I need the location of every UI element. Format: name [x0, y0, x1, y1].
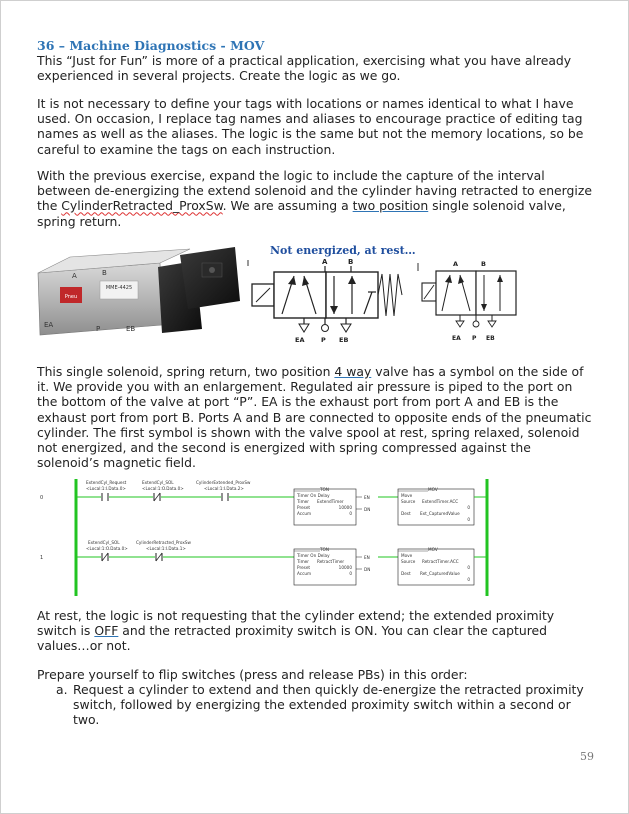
svg-text:0: 0: [467, 565, 470, 570]
rung-number: 0: [40, 495, 44, 501]
svg-text:Source: Source: [401, 559, 416, 564]
retracted-tag-text: CylinderRetracted_ProxSw: [61, 198, 223, 214]
valve-photo: [30, 245, 245, 350]
mov-retract-capture[interactable]: [398, 547, 474, 585]
valve-text-2: valve has a symbol on the side of it. We provide you with an enlargement. Regulated air pressure is piped to the port on the bottom of the valve at port “P”. EA is the exhaust port from port A and EB is the exhaust port from port B. Ports A and B are connected to opposite ends of the pneumatic cylinder. The first symbol is shown with the valve spool at rest, spring relaxed, solenoid not energized, and the second is energized with spring compressed against the solenoid’s magnetic field.: [37, 364, 592, 471]
rung-0: [40, 480, 486, 525]
xio-retracted-proxsw[interactable]: [136, 540, 191, 561]
svg-text:<Local:1:O.Data.0>: <Local:1:O.Data.0>: [142, 486, 184, 491]
svg-text:CylinderExtended_ProxSw: CylinderExtended_ProxSw: [196, 480, 251, 485]
svg-text:TON: TON: [320, 547, 329, 552]
off-text: OFF: [94, 623, 119, 639]
svg-text:ExtendCyl_Request: ExtendCyl_Request: [86, 480, 127, 485]
xic-extend-request[interactable]: [86, 480, 127, 501]
rung-1: [40, 540, 486, 585]
tags-paragraph: It is not necessary to define your tags with locations or names identical to what I have used. On occasion, I replace tag names and aliases to encourage practice of editing tag names as well as the aliases. The logic is the same but not the memory locations, so be careful to examine the tags on each instruction.: [37, 96, 584, 157]
rest-text-2: and the retracted proximity switch is ON. You can clear the captured values…or not.: [37, 623, 548, 654]
rest-port-p: P: [321, 336, 326, 344]
valve-symbol-rest: [246, 244, 412, 346]
rest-port-ea: EA: [295, 336, 305, 344]
svg-text:<Local:1:I.Data.1>: <Local:1:I.Data.1>: [146, 546, 186, 551]
prepare-paragraph: Prepare yourself to flip switches (press and release PBs) in this order:: [37, 667, 468, 682]
photo-model-label: MME-4425: [105, 285, 133, 291]
ladder-diagram: [38, 477, 493, 598]
svg-text:Ret_CapturedValue: Ret_CapturedValue: [420, 571, 460, 576]
svg-text:Dest: Dest: [401, 511, 411, 516]
solenoid-connector: [180, 247, 240, 309]
valve-symbol-energized: [416, 257, 521, 347]
svg-text:0: 0: [467, 517, 470, 522]
rest-state-paragraph: [37, 608, 593, 654]
rest-port-a: A: [322, 258, 328, 266]
rest-port-b: B: [348, 258, 354, 266]
xio-extend-sol[interactable]: [142, 480, 184, 501]
ton-retract-timer[interactable]: [294, 547, 370, 585]
svg-text:EN: EN: [364, 555, 370, 560]
svg-text:EN: EN: [364, 495, 370, 500]
svg-text:Move: Move: [401, 493, 413, 498]
photo-port-ea: EA: [44, 321, 54, 329]
list-marker: a.: [56, 682, 68, 697]
logic-text-2: . We are assuming a: [222, 198, 353, 214]
intro-paragraph: This “Just for Fun” is more of a practical application, exercising what you have already experienced in several projects. Create the logic as we go.: [37, 53, 572, 84]
section-title: 36 – Machine Diagnostics - MOV: [37, 38, 265, 53]
rest-port-eb: EB: [339, 336, 349, 344]
logic-text-3: single solenoid valve, spring return.: [37, 198, 566, 229]
svg-text:DN: DN: [364, 507, 371, 512]
page-number: 59: [580, 750, 594, 763]
svg-text:<Local:1:I.Data.2>: <Local:1:I.Data.2>: [204, 486, 244, 491]
svg-text:Timer: Timer: [297, 499, 309, 504]
xic-extended-proxsw[interactable]: [196, 480, 251, 501]
logic-text-1: With the previous exercise, expand the logic to include the capture of the interval between de-energizing the extend solenoid and the cylinder having retracted to energize the: [37, 168, 592, 214]
energized-port-a: A: [453, 260, 459, 268]
mov-extend-capture[interactable]: [398, 487, 474, 525]
svg-text:MOV: MOV: [428, 487, 438, 492]
svg-text:Ext_CapturedValue: Ext_CapturedValue: [420, 511, 460, 516]
valve-paragraph: [37, 364, 593, 470]
rest-text-1: At rest, the logic is not requesting that the cylinder extend; the extended proximity switch is: [37, 608, 555, 639]
four-way-text: 4 way: [334, 364, 372, 379]
svg-text:0: 0: [467, 577, 470, 582]
energized-port-p: P: [472, 335, 477, 342]
svg-text:10000: 10000: [338, 565, 352, 570]
ton-extend-timer[interactable]: [294, 487, 370, 525]
svg-text:10000: 10000: [338, 505, 352, 510]
logic-paragraph: [37, 168, 593, 229]
svg-text:CylinderRetracted_ProxSw: CylinderRetracted_ProxSw: [136, 540, 191, 545]
energized-port-eb: EB: [486, 335, 495, 342]
svg-text:Preset: Preset: [297, 565, 311, 570]
xio-extend-sol-rung1[interactable]: [86, 540, 128, 561]
svg-text:<Local:1:I.Data.0>: <Local:1:I.Data.0>: [86, 486, 126, 491]
photo-port-eb: EB: [126, 325, 136, 333]
steps-list: [56, 682, 591, 728]
svg-text:RetractTimer: RetractTimer: [317, 559, 345, 564]
svg-text:Pneu: Pneu: [64, 294, 78, 300]
two-position-text: two position: [352, 198, 429, 214]
svg-text:TON: TON: [320, 487, 329, 492]
photo-port-b: B: [102, 269, 107, 277]
valve-text-1: This single solenoid, spring return, two position: [37, 364, 335, 379]
svg-text:<Local:1:O.Data.0>: <Local:1:O.Data.0>: [86, 546, 128, 551]
svg-text:0: 0: [349, 571, 352, 576]
photo-port-a: A: [72, 272, 77, 280]
energized-port-ea: EA: [452, 335, 461, 342]
list-item-text: Request a cylinder to extend and then quickly de-energize the retracted proximity switch, followed by energizing the extended proximity switch within a second or two.: [73, 682, 584, 728]
svg-text:RetractTimer.ACC: RetractTimer.ACC: [422, 559, 459, 564]
svg-text:Timer On Delay: Timer On Delay: [297, 553, 330, 558]
svg-text:0: 0: [467, 505, 470, 510]
svg-text:Source: Source: [401, 499, 416, 504]
svg-text:Move: Move: [401, 553, 413, 558]
svg-text:ExtendTimer: ExtendTimer: [317, 499, 344, 504]
svg-text:Accum: Accum: [297, 571, 312, 576]
svg-text:ExtendCyl_SOL: ExtendCyl_SOL: [142, 480, 174, 485]
svg-text:0: 0: [349, 511, 352, 516]
svg-text:ExtendTimer.ACC: ExtendTimer.ACC: [422, 499, 459, 504]
svg-text:DN: DN: [364, 567, 371, 572]
rest-caption: Not energized, at rest…: [270, 244, 416, 257]
energized-port-b: B: [481, 260, 486, 268]
list-item: [56, 682, 591, 728]
svg-text:Timer: Timer: [297, 559, 309, 564]
svg-text:Dest: Dest: [401, 571, 411, 576]
svg-text:MOV: MOV: [428, 547, 438, 552]
rung-number: 1: [40, 555, 44, 561]
svg-text:Accum: Accum: [297, 511, 312, 516]
svg-text:ExtendCyl_SOL: ExtendCyl_SOL: [88, 540, 120, 545]
svg-text:Preset: Preset: [297, 505, 311, 510]
photo-port-p: P: [96, 325, 101, 333]
svg-text:Timer On Delay: Timer On Delay: [297, 493, 330, 498]
